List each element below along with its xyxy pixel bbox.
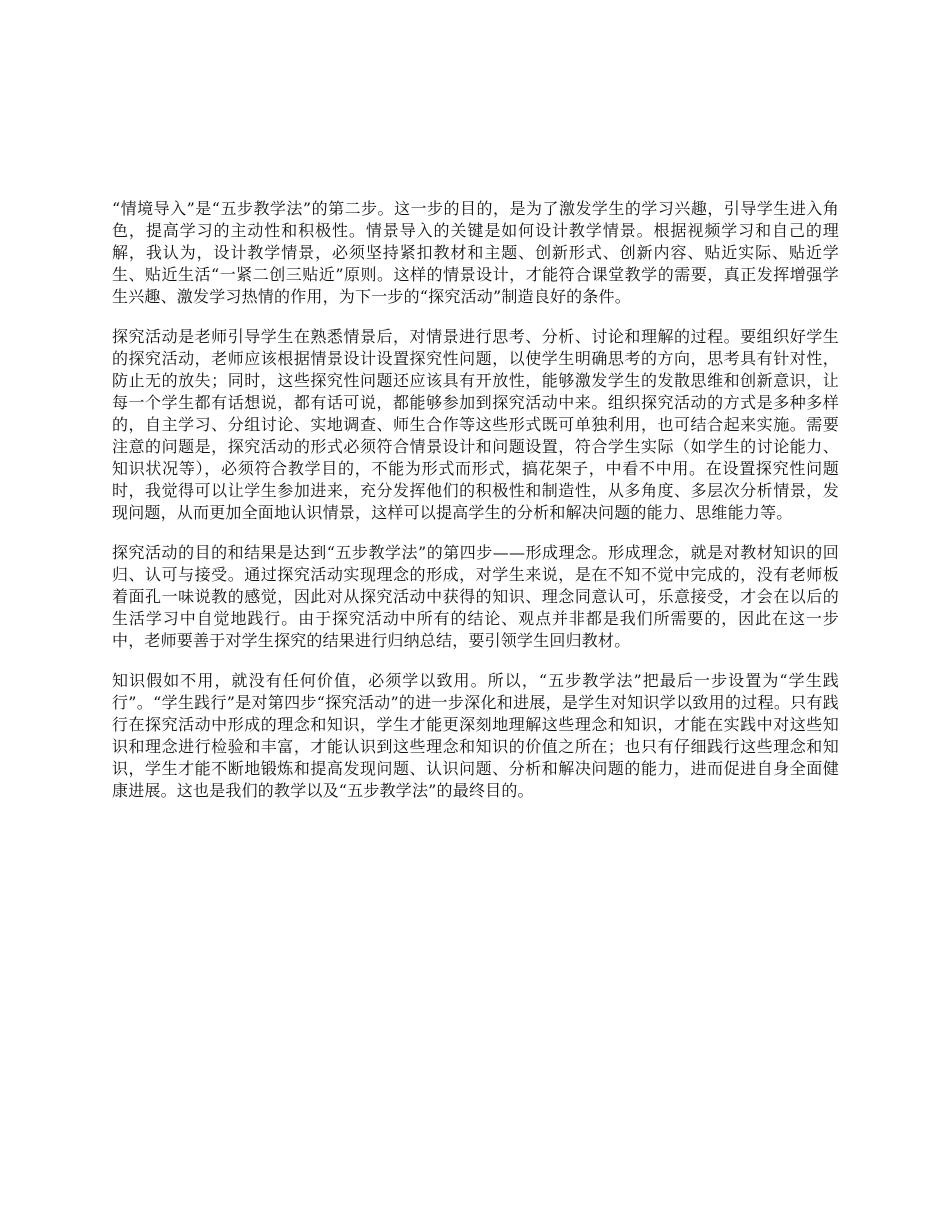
paragraph-situation-intro: “情境导入”是“五步教学法”的第二步。这一步的目的，是为了激发学生的学习兴趣，引导学生进入角色，提高学习的主动性和积极性。情景导入的关键是如何设计教学情景。根据视频学习和自己的理解，我认为，设计教学情景，必须坚持紧扣教材和主题、创新形式、创新内容、贴近实际、贴近学生、贴近生活“一紧二创三贴近”原则。这样的情景设计，才能符合课堂教学的需要，真正发挥增强学生兴趣、激发学习热情的作用，为下一步的“探究活动”制造良好的条件。 (112, 199, 839, 306)
document-body (112, 198, 839, 820)
paragraph-forming-concepts: 探究活动的目的和结果是达到“五步教学法”的第四步——形成理念。形成理念，就是对教材知识的回归、认可与接受。通过探究活动实现理念的形成，对学生来说，是在不知不觉中完成的，没有老师板着面孔一味说教的感觉，因此对从探究活动中获得的知识、理念同意认可，乐意接受，才会在以后的生活学习中自觉地践行。由于探究活动中所有的结论、观点并非都是我们所需要的，因此在这一步中，老师要善于对学生探究的结果进行归纳总结，要引领学生回归教材。 (112, 543, 839, 650)
paragraph-inquiry-activity: 探究活动是老师引导学生在熟悉情景后，对情景进行思考、分析、讨论和理解的过程。要组织好学生的探究活动，老师应该根据情景设计设置探究性问题，以使学生明确思考的方向，思考具有针对性，防止无的放失；同时，这些探究性问题还应该具有开放性，能够激发学生的发散思维和创新意识，让每一个学生都有话想说，都有话可说，都能够参加到探究活动中来。组织探究活动的方式是多种多样的，自主学习、分组讨论、实地调查、师生合作等这些形式既可单独利用，也可结合起来实施。需要注意的问题是，探究活动的形式必须符合情景设计和问题设置，符合学生实际（如学生的讨论能力、知识状况等），必须符合教学目的，不能为形式而形式，搞花架子，中看不中用。在设置探究性问题时，我觉得可以让学生参加进来，充分发挥他们的积极性和制造性，从多角度、多层次分析情景，发现问题，从而更加全面地认识情景，这样可以提高学生的分析和解决问题的能力、思维能力等。 (112, 327, 839, 522)
paragraph-student-practice: 知识假如不用，就没有任何价值，必须学以致用。所以，“五步教学法”把最后一步设置为“学生践行”。“学生践行”是对第四步“探究活动”的进一步深化和进展，是学生对知识学以致用的过程。只有践行在探究活动中形成的理念和知识，学生才能更深刻地理解这些理念和知识，才能在实践中对这些知识和理念进行检验和丰富，才能认识到这些理念和知识的价值之所在；也只有仔细践行这些理念和知识，学生才能不断地锻炼和提高发现问题、认识问题、分析和解决问题的能力，进而促进自身全面健康进展。这也是我们的教学以及“五步教学法”的最终目的。 (112, 671, 839, 800)
